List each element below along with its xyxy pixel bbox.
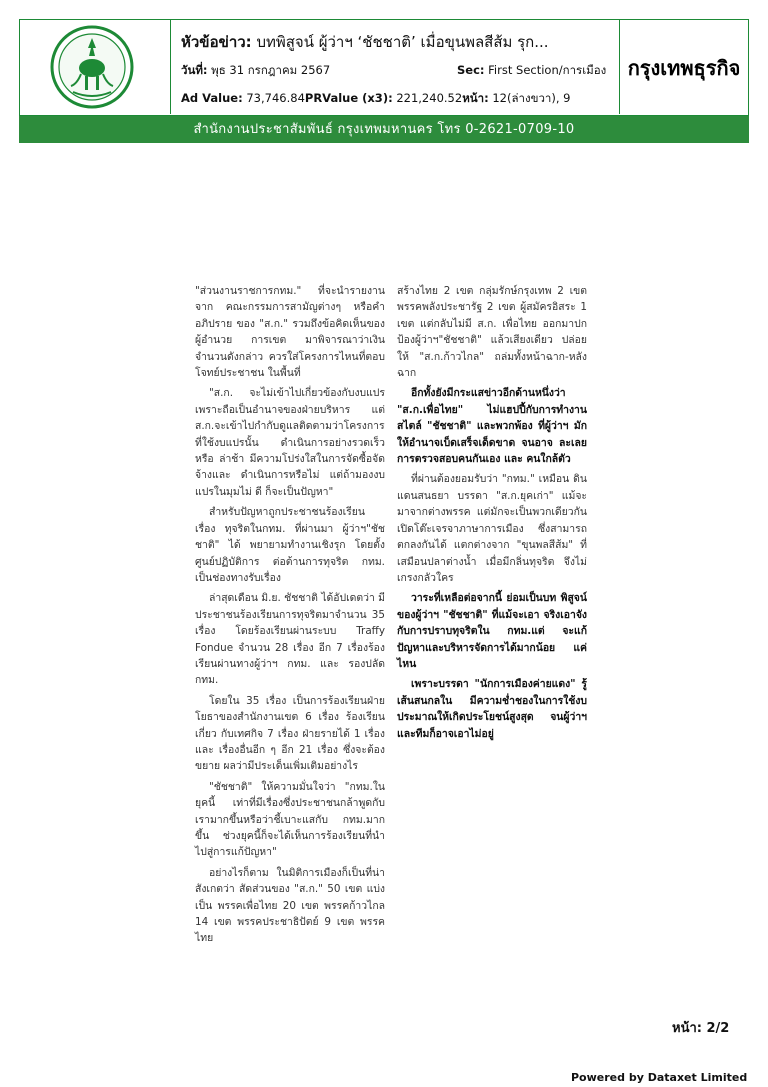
article-body (195, 283, 587, 945)
ad-value-row (181, 90, 570, 108)
section-value: First Section/การเมือง (488, 63, 607, 77)
date-row (181, 62, 611, 80)
article-paragraph: "ส.ก. จะไม่เข้าไปเกี่ยวข้องกับงบแปร เพราะถือเป็นอำนาจของฝ่ายบริหาร แต่ ส.ก.จะเข้าไปกำกับดูแลติดตามว่าโครงการ ที่ใช้งบแปรนั้น ดำเนินการอย่างรวดเร็วหรือ ล่าช้า มีความโปร่งใสในการจัดซื้อจัดจ้างและ ดำเนินการหรือไม่ แต่ถ้ามองงบแปรในมุมไม่ ดี ก็จะเป็นปัญหา" (195, 387, 385, 498)
page-label: หน้า: (462, 91, 489, 105)
section-label: Sec: (457, 63, 485, 77)
ad-value: 73,746.84 (246, 91, 305, 105)
headline-value: บทพิสูจน์ ผู้ว่าฯ ‘ชัชชาติ’ เมื่อขุนพลสีส้ม รุก... (256, 33, 549, 51)
article-column-left (195, 283, 385, 951)
date-label: วันที่: (181, 63, 208, 77)
clipping-header (19, 19, 749, 116)
date-value: พุธ 31 กรกฎาคม 2567 (211, 63, 331, 77)
article-paragraph: ล่าสุดเดือน มิ.ย. ชัชชาติ ได้อัปเดตว่า มีประชาชนร้องเรียนการทุจริตมาจำนวน 35 เรื่อง โดยร้องเรียนผ่านระบบ Traffy Fondue จำนวน 28 เรื่อง อีก 7 เรื่องร้อง เรียนผ่านทางผู้ว่าฯ กทม. และ รองปลัด กทม. (195, 592, 385, 687)
article-paragraph: โดยใน 35 เรื่อง เป็นการร้องเรียนฝ่าย โยธาของสำนักงานเขต 6 เรื่อง ร้องเรียนเกี่ยว กับเทศกิจ 7 เรื่อง ฝ่ายรายได้ 1 เรื่อง และ เรื่องอื่นอีก ๆ อีก 21 เรื่อง ซึ่งจะต้องขยาย ผลว่ามีประเด็นเพิ่มเติมอย่างไร (195, 694, 385, 773)
page-value: 12(ล่างขวา), 9 (492, 91, 571, 105)
logo-cell (20, 20, 171, 114)
article-paragraph: วาระที่เหลือต่อจากนี้ ย่อมเป็นบท พิสูจน์ของผู้ว่าฯ "ชัชชาติ" ที่แม้จะเอา จริงเอาจังกับการปราบทุจริตใน กทม.แต่ จะแก้ปัญหาและบริหารจัดการได้มากน้อย แค่ไหน (397, 592, 587, 670)
article-paragraph: "ส่วนงานราชการกทม." ที่จะนำรายงานจาก คณะกรรมการสามัญต่างๆ หรือคำอภิปราย ของ "ส.ก." รวมถึงข้อคิดเห็นของผู้อำนวย การเขต มาพิจารณาว่าเงินจำนวนดังกล่าว ควรใส่โครงการไหนที่ตอบโจทย์ประชาชน ในพื้นที่ (195, 285, 385, 380)
page-number: หน้า: 2/2 (672, 1021, 730, 1036)
pr-value: 221,240.52 (396, 91, 463, 105)
article-paragraph: "ชัชชาติ" ให้ความมั่นใจว่า "กทม.ใน ยุคนี้ เท่าที่มีเรื่องซึ่งประชาชนกล้าพูดกับ เรามากขึ้นหรือว่าชี้เบาะแสกับ กทม.มาก ขึ้น ช่วงยุคนี้ก็จะได้เห็นการร้องเรียนที่นำ ไปสู่การแก้ปัญหา" (195, 780, 385, 859)
article-paragraph: สร้างไทย 2 เขต กลุ่มรักษ์กรุงเทพ 2 เขต พรรคพลังประชารัฐ 2 เขต ผู้สมัครอิสระ 1 เขต แต่กลับไม่มี ส.ก. เพื่อไทย ออกมาปก ป้องผู้ว่าฯ"ชัชชาติ" แล้วเสียงเดียว ปล่อยให้ "ส.ก.ก้าวไกล" ถล่มทั้งหน้าฉาก-หลังฉาก (397, 285, 587, 380)
publication-name: กรุงเทพธุรกิจ (627, 56, 741, 80)
article-column-right (397, 283, 587, 746)
brand-cell (620, 20, 748, 114)
pr-office-banner: สำนักงานประชาสัมพันธ์ กรุงเทพมหานคร โทร 0-2621-0709-10 (19, 116, 749, 143)
ad-value-label: Ad Value: (181, 91, 243, 105)
pr-value-label: PRValue (x3): (304, 91, 393, 105)
section-info (457, 62, 606, 80)
bma-seal-icon (47, 24, 137, 110)
powered-by: Powered by Dataxet Limited (571, 1071, 748, 1084)
article-paragraph: อย่างไรก็ตาม ในมิติการเมืองก็เป็นที่น่า สังเกตว่า สัดส่วนของ "ส.ก." 50 เขต แบ่งเป็น พรรคเพื่อไทย 20 เขต พรรคก้าวไกล 14 เขต พรรคประชาธิปัตย์ 9 เขต พรรคไทย (195, 866, 385, 945)
article-paragraph: ที่ผ่านต้องยอมรับว่า "กทม." เหมือน ดินแดนสนธยา บรรดา "ส.ก.ยุคเก่า" แม้จะ มาจากต่างพรรค แต่มักจะเป็นพวกเดียวกัน เปิดโต๊ะเจรจาภาษาการเมือง ซึ่งสามารถ ตกลงกันได้ แตกต่างจาก "ขุนพลสีส้ม" ที่ เสมือนปลาต่างน้ำ เมื่อมีกลิ่นทุจริต จึงไม่ เกรงกลัวใคร (397, 473, 587, 584)
article-paragraph: อีกทั้งยังมีกระแสข่าวอีกด้านหนึ่งว่า "ส.ก.เพื่อไทย" ไม่แฮปปี้กับการทำงาน สไตล์ "ชัชชาติ" และพวกพ้อง ที่ผู้ว่าฯ มักให้อำนาจเบ็ดเสร็จเด็ดขาด จนอาจ ละเลยการตรวจสอบคนกันเอง และ คนใกล้ตัว (397, 387, 587, 466)
article-paragraph: เพราะบรรดา "นักการเมืองค่ายแดง" รู้เส้นสนกลใน มีความช่ำชองในการใช้งบ ประมาณให้เกิดประโยชน์สูงสุด จนผู้ว่าฯ และทีมก็อาจเอาไม่อยู่ (397, 678, 587, 740)
meta-cell (171, 20, 620, 114)
article-paragraph: สำหรับปัญหาถูกประชาชนร้องเรียนเรื่อง ทุจริตในกทม. ที่ผ่านมา ผู้ว่าฯ"ชัชชาติ" ได้ พยายามทำงานเชิงรุก โดยตั้งศูนย์ปฏิบัติการ ต่อต้านการทุจริต กทม. เป็นช่องทางรับเรื่อง (195, 506, 385, 584)
headline-label: หัวข้อข่าว: (181, 33, 252, 51)
headline-row (181, 30, 549, 54)
